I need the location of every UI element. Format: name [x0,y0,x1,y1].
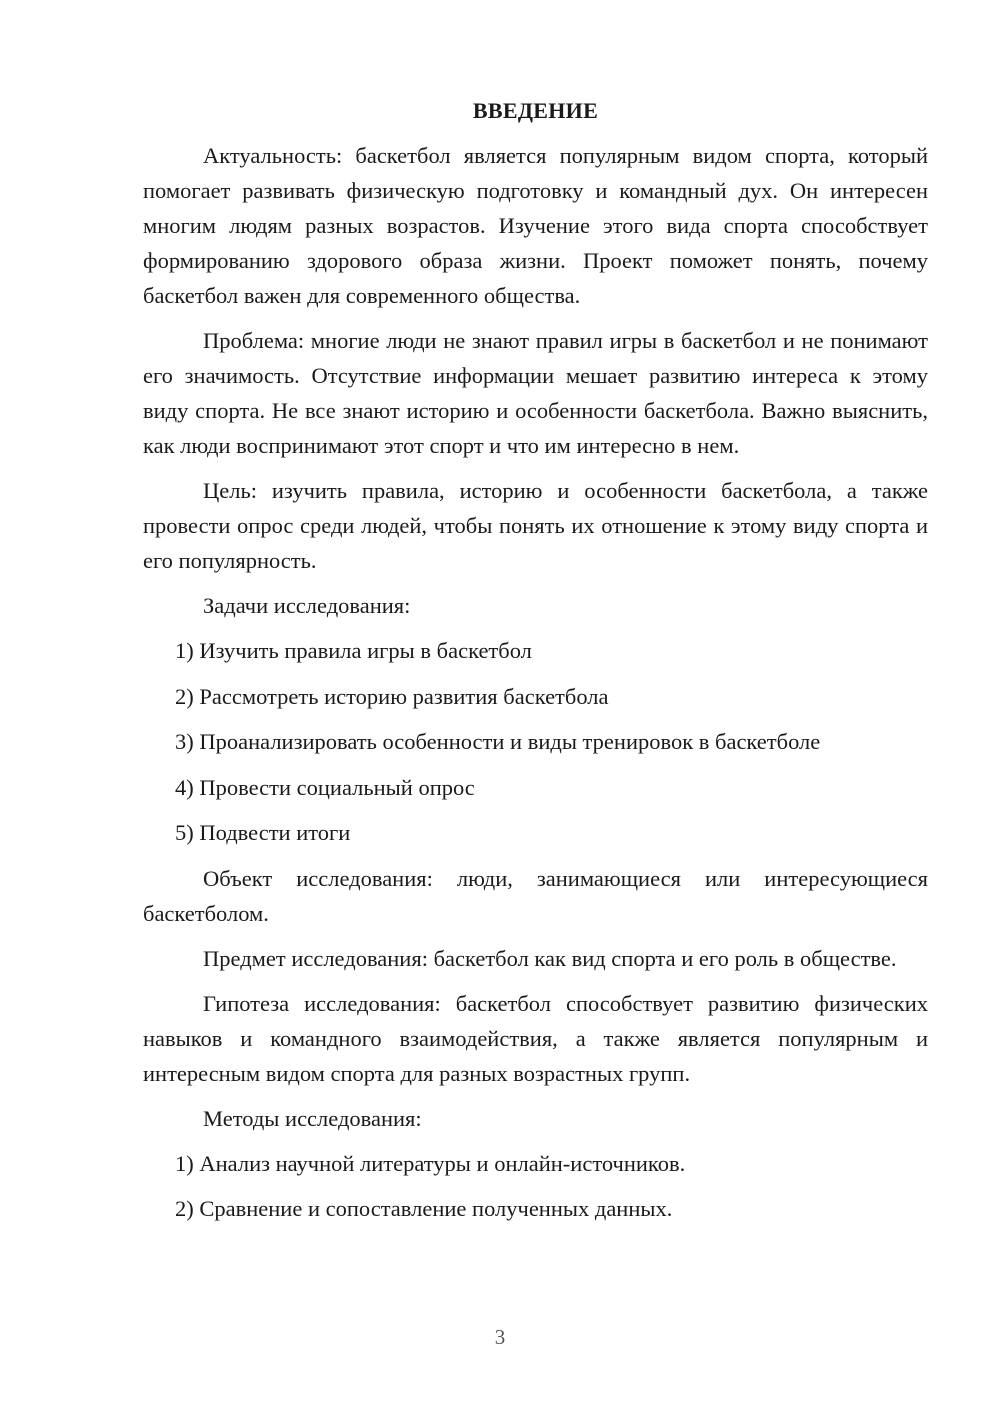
subject-paragraph: Предмет исследования: баскетбол как вид спорта и его роль в обществе. [203,945,897,971]
tasks-heading: Задачи исследования: [203,593,411,618]
problem-paragraph: Проблема: многие люди не знают правил игры в баскетбол и не понимают его значимость. Отсутствие информации мешает развитию интереса к этому виду спорта. Не все знают историю и особенности баскетбола. Важно выяснить, как люди воспринимают этот спорт и что им интересно в нем. [143,328,928,458]
object-paragraph: Объект исследования: люди, занимающиеся или интересующиеся баскетболом. [143,865,928,926]
list-item: 3) Проанализировать особенности и виды тренировок в баскетболе [175,729,821,754]
goal-paragraph: Цель: изучить правила, историю и особенности баскетбола, а также провести опрос среди людей, чтобы понять их отношение к этому виду спорта и его популярность. [143,478,928,573]
list-item: 1) Анализ научной литературы и онлайн-источников. [175,1150,686,1176]
list-item: 2) Рассмотреть историю развития баскетбола [175,683,609,709]
list-item: 5) Подвести итоги [175,820,351,845]
methods-heading: Методы исследования: [203,1105,422,1131]
page-title: ВВЕДЕНИЕ [472,98,599,123]
list-item: 1) Изучить правила игры в баскетбол [175,638,532,663]
methods-list [143,1146,928,1227]
list-item: 2) Сравнение и сопоставление полученных данных. [175,1196,673,1221]
tasks-list [143,633,928,850]
document-page [143,96,928,1237]
page-number: 3 [494,1325,506,1349]
relevance-paragraph: Актуальность: баскетбол является популярным видом спорта, который помогает развивать физическую подготовку и командный дух. Он интересен многим людям разных возрастов. Изучение этого вида спорта способствует формированию здорового образа жизни. Проект поможет понять, почему баскетбол важен для современного общества. [143,143,928,308]
list-item: 4) Провести социальный опрос [175,774,475,800]
hypothesis-paragraph: Гипотеза исследования: баскетбол способствует развитию физических навыков и командного взаимодействия, а также является популярным и интересным видом спорта для разных возрастных групп. [143,990,928,1086]
